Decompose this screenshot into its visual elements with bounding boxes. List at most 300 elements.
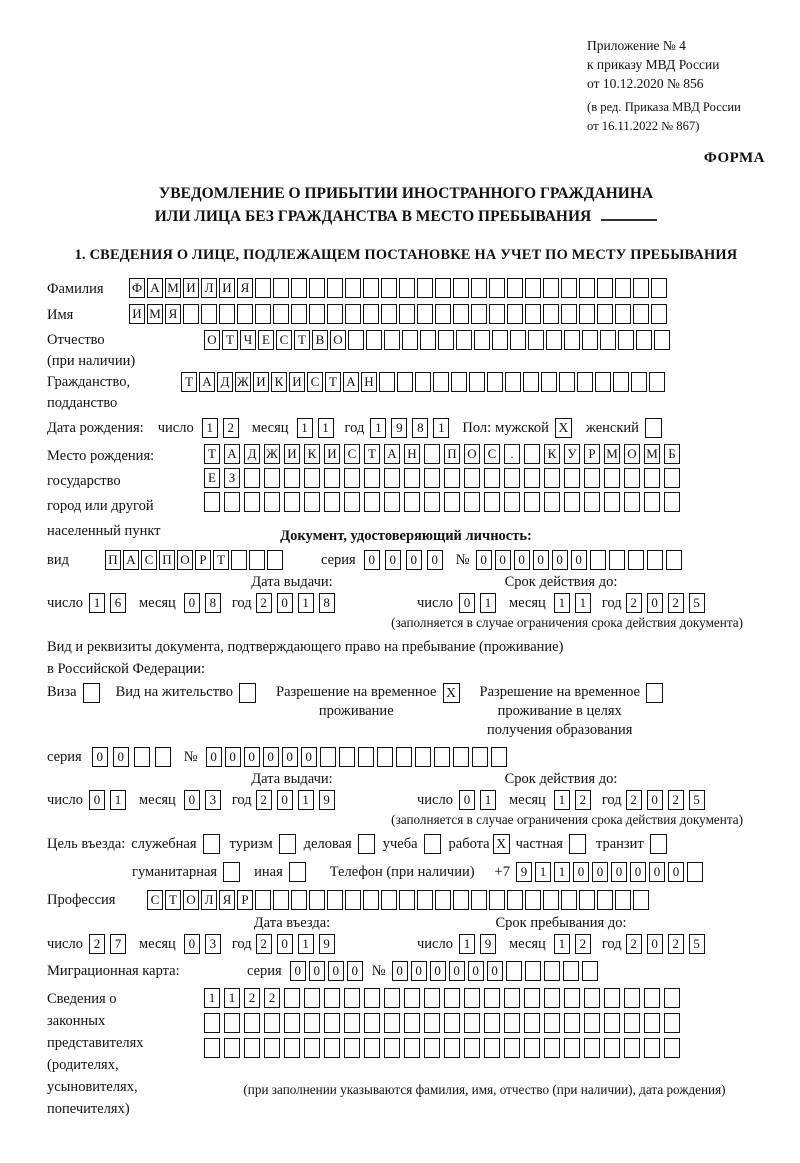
- box-cell: [615, 890, 631, 910]
- annex-line: к приказу МВД России: [587, 57, 720, 72]
- id-issue-year-field[interactable]: [256, 593, 340, 613]
- box-cell: 0: [647, 934, 663, 954]
- edition-line: (в ред. Приказа МВД России: [587, 100, 741, 114]
- box-cell: [654, 330, 670, 350]
- box-cell: Р: [237, 890, 253, 910]
- month-label: месяц: [508, 594, 546, 611]
- box-cell: [579, 890, 595, 910]
- box-cell: 0: [533, 550, 549, 570]
- visa-checkbox[interactable]: [83, 683, 100, 703]
- box-cell: [579, 278, 595, 298]
- box-cell: [155, 747, 171, 767]
- box-cell: 0: [92, 747, 108, 767]
- box-cell: [600, 330, 616, 350]
- box-cell: [327, 278, 343, 298]
- representatives-fields: [204, 988, 684, 1058]
- stay-day-field[interactable]: [459, 934, 501, 954]
- box-cell: 0: [89, 790, 105, 810]
- box-cell: М: [604, 444, 620, 464]
- box-cell: [644, 468, 660, 488]
- box-cell: [604, 1038, 620, 1058]
- surname-label: Фамилия: [47, 281, 104, 297]
- purpose-study-checkbox[interactable]: [424, 834, 441, 854]
- box-cell: [489, 278, 505, 298]
- box-cell: [348, 330, 364, 350]
- box-cell: 9: [319, 934, 335, 954]
- box-cell: 9: [391, 418, 407, 438]
- box-cell: [543, 304, 559, 324]
- box-cell: А: [224, 444, 240, 464]
- box-cell: [604, 492, 620, 512]
- box-cell: [510, 330, 526, 350]
- form-label: ФОРМА: [703, 150, 765, 166]
- box-cell: [384, 988, 400, 1008]
- box-cell: 1: [480, 593, 496, 613]
- id-issue-day-field[interactable]: [89, 593, 131, 613]
- id-valid-month-field[interactable]: [554, 593, 596, 613]
- box-cell: [384, 1038, 400, 1058]
- residence-doc-series-row: [47, 746, 765, 768]
- box-cell: .: [504, 444, 520, 464]
- box-cell: [544, 988, 560, 1008]
- phone-label: Телефон (при наличии): [329, 864, 475, 880]
- issue-date-label: Дата выдачи:: [251, 574, 333, 590]
- box-cell: [364, 468, 380, 488]
- box-cell: [201, 304, 217, 324]
- res-number-field[interactable]: [206, 747, 510, 767]
- box-cell: 0: [244, 747, 260, 767]
- patronymic-label-line2: (при наличии): [47, 353, 136, 369]
- box-cell: Я: [237, 278, 253, 298]
- box-cell: Т: [181, 372, 197, 392]
- box-cell: [524, 988, 540, 1008]
- box-cell: [631, 372, 647, 392]
- box-cell: [541, 372, 557, 392]
- id-issue-month-field[interactable]: [184, 593, 226, 613]
- representatives-row2-field[interactable]: [204, 1013, 684, 1033]
- temp-residence-option: [276, 683, 459, 721]
- box-cell: [507, 304, 523, 324]
- box-cell: [345, 304, 361, 324]
- validity-note: (заполняется в случае ограничения срока действия документа): [391, 615, 743, 630]
- res-valid-day-field[interactable]: [459, 790, 501, 810]
- box-cell: [489, 304, 505, 324]
- box-cell: 0: [668, 862, 684, 882]
- purpose-transit-checkbox[interactable]: [650, 834, 667, 854]
- form-title-line1: УВЕДОМЛЕНИЕ О ПРИБЫТИИ ИНОСТРАННОГО ГРАЖДАНИНА: [158, 185, 654, 202]
- res-issue-day-field[interactable]: [89, 790, 131, 810]
- box-cell: Б: [664, 444, 680, 464]
- box-cell: [381, 304, 397, 324]
- box-cell: 0: [406, 550, 422, 570]
- box-cell: 0: [184, 593, 200, 613]
- box-cell: [435, 304, 451, 324]
- citizenship-label: [47, 372, 181, 414]
- box-cell: [444, 1013, 460, 1033]
- box-cell: [231, 550, 247, 570]
- box-cell: [543, 278, 559, 298]
- box-cell: 0: [459, 790, 475, 810]
- box-cell: 2: [575, 790, 591, 810]
- box-cell: [224, 1013, 240, 1033]
- box-cell: [456, 330, 472, 350]
- box-cell: 1: [110, 790, 126, 810]
- box-cell: 5: [689, 790, 705, 810]
- box-cell: К: [304, 444, 320, 464]
- box-cell: Р: [584, 444, 600, 464]
- box-cell: [444, 468, 460, 488]
- purpose-study-label: учеба: [382, 836, 418, 852]
- box-cell: [344, 468, 360, 488]
- box-cell: [544, 492, 560, 512]
- migration-card-label: Миграционная карта:: [47, 963, 180, 979]
- box-cell: 1: [554, 593, 570, 613]
- box-cell: [424, 492, 440, 512]
- box-cell: [255, 304, 271, 324]
- male-checkbox[interactable]: X: [555, 418, 572, 438]
- box-cell: О: [330, 330, 346, 350]
- box-cell: [384, 492, 400, 512]
- profession-row: [47, 889, 765, 911]
- patronymic-field[interactable]: [204, 330, 672, 350]
- box-cell: 0: [392, 961, 408, 981]
- id-valid-year-field[interactable]: [626, 593, 710, 613]
- year-label: год: [231, 594, 252, 611]
- box-cell: [224, 1038, 240, 1058]
- box-cell: [484, 468, 500, 488]
- box-cell: [664, 468, 680, 488]
- year-label: год: [601, 594, 622, 611]
- box-cell: 1: [204, 988, 220, 1008]
- box-cell: 1: [554, 790, 570, 810]
- box-cell: И: [284, 444, 300, 464]
- box-cell: [471, 278, 487, 298]
- box-cell: [487, 372, 503, 392]
- title-blank-line: [601, 207, 657, 221]
- box-cell: 0: [206, 747, 222, 767]
- surname-field[interactable]: [129, 278, 669, 298]
- box-cell: 0: [571, 550, 587, 570]
- residence-permit-label: Вид на жительство: [115, 684, 234, 700]
- box-cell: [524, 468, 540, 488]
- box-cell: [397, 372, 413, 392]
- box-cell: [615, 278, 631, 298]
- purpose-humanitarian-label: гуманитарная: [132, 864, 218, 880]
- purpose-private-label: частная: [515, 836, 563, 852]
- temp-residence-edu-checkbox[interactable]: [646, 683, 663, 703]
- doc-type-label: вид: [47, 552, 69, 568]
- box-cell: [320, 747, 336, 767]
- box-cell: Н: [361, 372, 377, 392]
- temp-residence-edu-label-line3: получения образования: [487, 722, 633, 738]
- box-cell: У: [564, 444, 580, 464]
- mig-number-field[interactable]: [392, 961, 601, 981]
- box-cell: [366, 330, 382, 350]
- box-cell: [267, 550, 283, 570]
- box-cell: З: [224, 468, 240, 488]
- box-cell: 0: [277, 934, 293, 954]
- box-cell: 0: [263, 747, 279, 767]
- box-cell: 0: [364, 550, 380, 570]
- stay-year-field[interactable]: [626, 934, 710, 954]
- box-cell: [664, 492, 680, 512]
- box-cell: [219, 304, 235, 324]
- box-cell: [582, 330, 598, 350]
- box-cell: [273, 278, 289, 298]
- doc-number-field[interactable]: [476, 550, 685, 570]
- mig-series-field[interactable]: [290, 961, 366, 981]
- box-cell: [244, 492, 260, 512]
- box-cell: [273, 304, 289, 324]
- purpose-tourism-label: туризм: [229, 836, 273, 852]
- box-cell: [644, 492, 660, 512]
- box-cell: И: [129, 304, 145, 324]
- res-number-label: №: [183, 749, 198, 765]
- res-valid-year-field[interactable]: [626, 790, 710, 810]
- box-cell: [424, 1038, 440, 1058]
- phone-field[interactable]: [516, 862, 706, 882]
- doc-series-field[interactable]: [364, 550, 448, 570]
- box-cell: [304, 1038, 320, 1058]
- name-field[interactable]: [129, 304, 669, 324]
- temp-residence-edu-label: [480, 683, 640, 740]
- box-cell: [523, 372, 539, 392]
- mig-number-label: №: [371, 963, 386, 979]
- box-cell: [134, 747, 150, 767]
- box-cell: [597, 890, 613, 910]
- box-cell: [327, 890, 343, 910]
- birth-year-field[interactable]: [370, 418, 454, 438]
- purpose-private-checkbox[interactable]: [569, 834, 586, 854]
- box-cell: [435, 278, 451, 298]
- doc-type-field[interactable]: [105, 550, 285, 570]
- female-checkbox[interactable]: [645, 418, 662, 438]
- box-cell: [324, 1038, 340, 1058]
- box-cell: [597, 278, 613, 298]
- box-cell: [453, 747, 469, 767]
- box-cell: [633, 890, 649, 910]
- mig-series-label: серия: [247, 963, 282, 979]
- box-cell: [424, 988, 440, 1008]
- box-cell: 0: [514, 550, 530, 570]
- valid-until-label: Срок действия до:: [504, 574, 618, 590]
- box-cell: [377, 747, 393, 767]
- box-cell: [438, 330, 454, 350]
- temp-residence-label-line2: проживание: [318, 703, 394, 719]
- box-cell: 1: [297, 418, 313, 438]
- box-cell: 7: [110, 934, 126, 954]
- box-cell: [424, 468, 440, 488]
- box-cell: [664, 1038, 680, 1058]
- box-cell: [384, 330, 400, 350]
- birth-place-label-line3: город или другой: [47, 498, 154, 514]
- representatives-note: (при заполнении указываются фамилия, имя, отчество (при наличии), дата рождения): [243, 1082, 726, 1097]
- month-label: месяц: [138, 935, 176, 952]
- box-cell: 0: [113, 747, 129, 767]
- box-cell: [624, 1038, 640, 1058]
- box-cell: [582, 961, 598, 981]
- residence-permit-checkbox[interactable]: [239, 683, 256, 703]
- purpose-business-checkbox[interactable]: [358, 834, 375, 854]
- box-cell: [564, 492, 580, 512]
- box-cell: 2: [626, 593, 642, 613]
- citizenship-field[interactable]: [181, 372, 667, 392]
- box-cell: [404, 1013, 420, 1033]
- residence-doc-dates-row: [47, 790, 765, 810]
- representatives-label: [47, 988, 204, 1117]
- patronymic-label: [47, 330, 204, 372]
- day-label: число: [47, 594, 83, 611]
- box-cell: [561, 890, 577, 910]
- entry-year-field[interactable]: [256, 934, 340, 954]
- box-cell: [434, 747, 450, 767]
- birth-place-label-line1: Место рождения:: [47, 448, 155, 464]
- day-label: число: [47, 935, 83, 952]
- box-cell: [559, 372, 575, 392]
- box-cell: 0: [476, 550, 492, 570]
- month-label: месяц: [508, 935, 546, 952]
- box-cell: [444, 988, 460, 1008]
- box-cell: Ч: [240, 330, 256, 350]
- box-cell: [489, 890, 505, 910]
- entry-month-field[interactable]: [184, 934, 226, 954]
- temp-residence-label-line1: Разрешение на временное: [276, 684, 437, 700]
- box-cell: [324, 1013, 340, 1033]
- birth-place-row1-field[interactable]: [204, 444, 684, 464]
- box-cell: [628, 550, 644, 570]
- representatives-label-line2: законных: [47, 1013, 106, 1029]
- box-cell: П: [159, 550, 175, 570]
- box-cell: [464, 988, 480, 1008]
- box-cell: [484, 1038, 500, 1058]
- box-cell: А: [199, 372, 215, 392]
- box-cell: 3: [205, 934, 221, 954]
- box-cell: 2: [668, 790, 684, 810]
- box-cell: [484, 492, 500, 512]
- representatives-row1-field[interactable]: [204, 988, 684, 1008]
- box-cell: [491, 747, 507, 767]
- box-cell: [525, 278, 541, 298]
- box-cell: Т: [204, 444, 220, 464]
- representatives-label-line3: представителях: [47, 1035, 144, 1051]
- purpose-work-checkbox[interactable]: X: [493, 834, 510, 854]
- box-cell: 0: [592, 862, 608, 882]
- box-cell: И: [324, 444, 340, 464]
- box-cell: 2: [626, 790, 642, 810]
- purpose-tourism-checkbox[interactable]: [279, 834, 296, 854]
- box-cell: [651, 278, 667, 298]
- box-cell: [464, 492, 480, 512]
- box-cell: Т: [165, 890, 181, 910]
- stay-until-label: Срок пребывания до:: [495, 915, 627, 931]
- month-label: месяц: [138, 791, 176, 808]
- entry-day-field[interactable]: [89, 934, 131, 954]
- phone-prefix: +7: [494, 864, 510, 880]
- box-cell: 1: [433, 418, 449, 438]
- box-cell: 0: [495, 550, 511, 570]
- box-cell: [381, 890, 397, 910]
- box-cell: [636, 330, 652, 350]
- box-cell: [618, 330, 634, 350]
- box-cell: [624, 1013, 640, 1033]
- migration-card-row: [47, 960, 765, 982]
- profession-field[interactable]: [147, 890, 651, 910]
- stay-until-group: [417, 934, 710, 954]
- box-cell: [424, 444, 440, 464]
- purpose-humanitarian-checkbox[interactable]: [223, 862, 240, 882]
- res-issue-year-field[interactable]: [256, 790, 340, 810]
- birth-month-field[interactable]: [297, 418, 339, 438]
- box-cell: [404, 492, 420, 512]
- box-cell: Т: [222, 330, 238, 350]
- box-cell: Н: [404, 444, 420, 464]
- box-cell: [324, 988, 340, 1008]
- box-cell: [444, 492, 460, 512]
- box-cell: [525, 961, 541, 981]
- box-cell: [644, 988, 660, 1008]
- box-cell: [255, 278, 271, 298]
- box-cell: [309, 278, 325, 298]
- box-cell: [435, 890, 451, 910]
- birth-date-label: Дата рождения:: [47, 420, 144, 436]
- box-cell: А: [343, 372, 359, 392]
- box-cell: 0: [630, 862, 646, 882]
- birth-place-row2-field[interactable]: [204, 468, 684, 488]
- id-valid-day-field[interactable]: [459, 593, 501, 613]
- box-cell: [444, 1038, 460, 1058]
- doc-number-label: №: [455, 552, 470, 568]
- box-cell: [524, 444, 540, 464]
- box-cell: [224, 492, 240, 512]
- box-cell: [244, 1013, 260, 1033]
- birth-date-row: [47, 417, 765, 439]
- res-issue-month-field[interactable]: [184, 790, 226, 810]
- box-cell: [484, 1013, 500, 1033]
- representatives-row3-field[interactable]: [204, 1038, 684, 1058]
- box-cell: [604, 1013, 620, 1033]
- box-cell: [291, 304, 307, 324]
- purpose-other-checkbox[interactable]: [289, 862, 306, 882]
- box-cell: [379, 372, 395, 392]
- box-cell: [363, 890, 379, 910]
- res-valid-month-field[interactable]: [554, 790, 596, 810]
- birth-place-row3-field[interactable]: [204, 492, 684, 512]
- box-cell: [381, 278, 397, 298]
- purpose-official-checkbox[interactable]: [203, 834, 220, 854]
- stay-month-field[interactable]: [554, 934, 596, 954]
- box-cell: [284, 1013, 300, 1033]
- res-series-field[interactable]: [92, 747, 176, 767]
- box-cell: И: [183, 278, 199, 298]
- entry-purpose-row2: [47, 861, 765, 883]
- box-cell: И: [289, 372, 305, 392]
- birth-day-field[interactable]: [202, 418, 244, 438]
- box-cell: [633, 278, 649, 298]
- box-cell: [327, 304, 343, 324]
- box-cell: [524, 492, 540, 512]
- box-cell: [577, 372, 593, 392]
- box-cell: [453, 890, 469, 910]
- box-cell: 2: [223, 418, 239, 438]
- box-cell: [453, 304, 469, 324]
- box-cell: О: [464, 444, 480, 464]
- edition-line: от 16.11.2022 № 867): [587, 119, 700, 133]
- box-cell: [433, 372, 449, 392]
- box-cell: [544, 468, 560, 488]
- box-cell: [644, 1013, 660, 1033]
- box-cell: [472, 747, 488, 767]
- temp-residence-checkbox[interactable]: X: [443, 683, 460, 703]
